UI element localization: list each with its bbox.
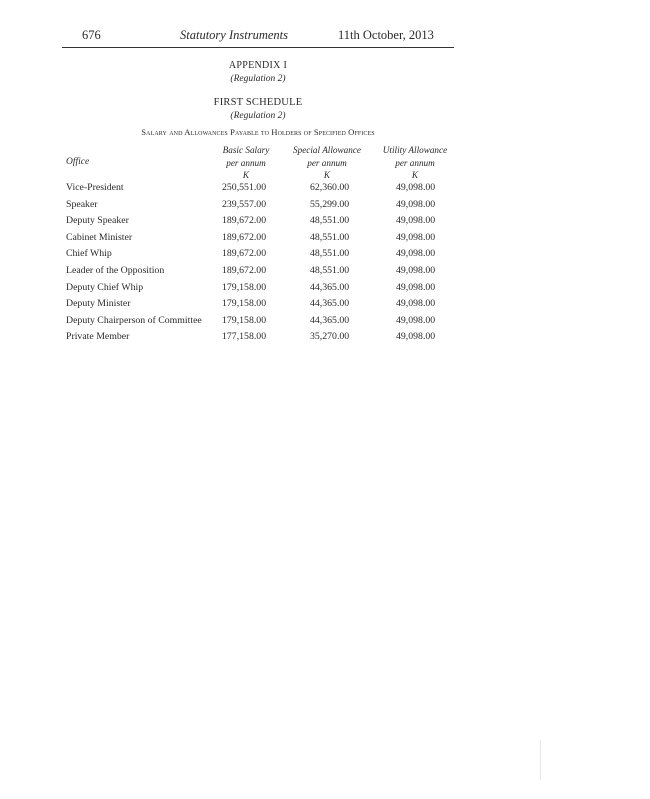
- special-allowance-cell: 35,270.00: [310, 331, 350, 343]
- table-row: [0, 182, 650, 199]
- basic-salary-cell: 179,158.00: [222, 314, 267, 326]
- office-cell: Deputy Speaker: [66, 215, 129, 227]
- office-cell: Deputy Chairperson of Committee: [66, 314, 202, 326]
- office-cell: Private Member: [66, 331, 130, 343]
- office-cell: Leader of the Opposition: [66, 264, 165, 276]
- column-header-utility-allowance: [375, 144, 455, 182]
- column-header-basic-salary: [213, 144, 279, 182]
- scan-artifact: [540, 740, 541, 780]
- column-header-line: per annum: [395, 157, 435, 168]
- utility-allowance-cell: 49,098.00: [396, 182, 436, 193]
- column-header-special-allowance: [289, 144, 365, 182]
- page-header: [62, 28, 454, 48]
- table-row: [0, 331, 650, 348]
- utility-allowance-cell: 49,098.00: [396, 248, 436, 260]
- schedule-title: FIRST SCHEDULE: [213, 97, 303, 108]
- utility-allowance-cell: 49,098.00: [396, 298, 436, 310]
- special-allowance-cell: 48,551.00: [310, 231, 350, 243]
- publication-title: Statutory Instruments: [180, 28, 288, 42]
- column-header-line: Special Allowance: [293, 145, 361, 155]
- table-row: [0, 215, 650, 232]
- table-row: [0, 282, 650, 299]
- special-allowance-cell: 44,365.00: [310, 298, 350, 310]
- basic-salary-cell: 250,551.00: [222, 182, 267, 193]
- appendix-regulation: (Regulation 2): [230, 74, 286, 84]
- office-cell: Chief Whip: [66, 248, 112, 260]
- office-cell: Deputy Minister: [66, 298, 131, 310]
- special-allowance-cell: 44,365.00: [310, 314, 350, 326]
- office-cell: Speaker: [66, 198, 98, 210]
- utility-allowance-cell: 49,098.00: [396, 264, 436, 276]
- basic-salary-cell: 189,672.00: [222, 215, 267, 227]
- basic-salary-cell: 179,158.00: [222, 281, 267, 293]
- column-header-line: K: [411, 170, 419, 180]
- schedule-regulation: (Regulation 2): [230, 111, 286, 121]
- utility-allowance-cell: 49,098.00: [396, 198, 436, 210]
- basic-salary-cell: 239,557.00: [222, 198, 267, 210]
- utility-allowance-cell: 49,098.00: [396, 215, 436, 227]
- column-header-line: Basic Salary: [222, 145, 270, 155]
- column-header-line: K: [323, 170, 331, 180]
- basic-salary-cell: 177,158.00: [222, 331, 267, 343]
- special-allowance-cell: 55,299.00: [310, 198, 350, 210]
- special-allowance-cell: 62,360.00: [310, 182, 350, 193]
- utility-allowance-cell: 49,098.00: [396, 281, 436, 293]
- column-header-line: per annum: [226, 157, 266, 168]
- office-cell: Vice-President: [66, 182, 124, 193]
- special-allowance-cell: 48,551.00: [310, 264, 350, 276]
- salary-table: [0, 182, 650, 348]
- basic-salary-cell: 189,672.00: [222, 264, 267, 276]
- utility-allowance-cell: 49,098.00: [396, 314, 436, 326]
- utility-allowance-cell: 49,098.00: [396, 231, 436, 243]
- publication-date: 11th October, 2013: [338, 28, 434, 42]
- basic-salary-cell: 189,672.00: [222, 248, 267, 260]
- table-row: [0, 298, 650, 315]
- table-row: [0, 265, 650, 282]
- special-allowance-cell: 44,365.00: [310, 281, 350, 293]
- utility-allowance-cell: 49,098.00: [396, 331, 436, 343]
- table-row: [0, 315, 650, 332]
- page-number: 676: [82, 28, 101, 42]
- basic-salary-cell: 189,672.00: [222, 231, 267, 243]
- column-header-line: Utility Allowance: [382, 145, 448, 155]
- column-header-office: Office: [66, 157, 90, 167]
- header-rule: [62, 47, 454, 48]
- table-row: [0, 199, 650, 216]
- special-allowance-cell: 48,551.00: [310, 215, 350, 227]
- appendix-title: APPENDIX I: [228, 60, 288, 71]
- office-cell: Cabinet Minister: [66, 231, 133, 243]
- schedule-caption: Salary and Allowances Payable to Holders of Specified Offices: [141, 127, 375, 137]
- special-allowance-cell: 48,551.00: [310, 248, 350, 260]
- column-header-line: per annum: [307, 157, 347, 168]
- table-row: [0, 248, 650, 265]
- table-row: [0, 232, 650, 249]
- column-header-line: K: [242, 170, 250, 180]
- office-cell: Deputy Chief Whip: [66, 281, 144, 293]
- basic-salary-cell: 179,158.00: [222, 298, 267, 310]
